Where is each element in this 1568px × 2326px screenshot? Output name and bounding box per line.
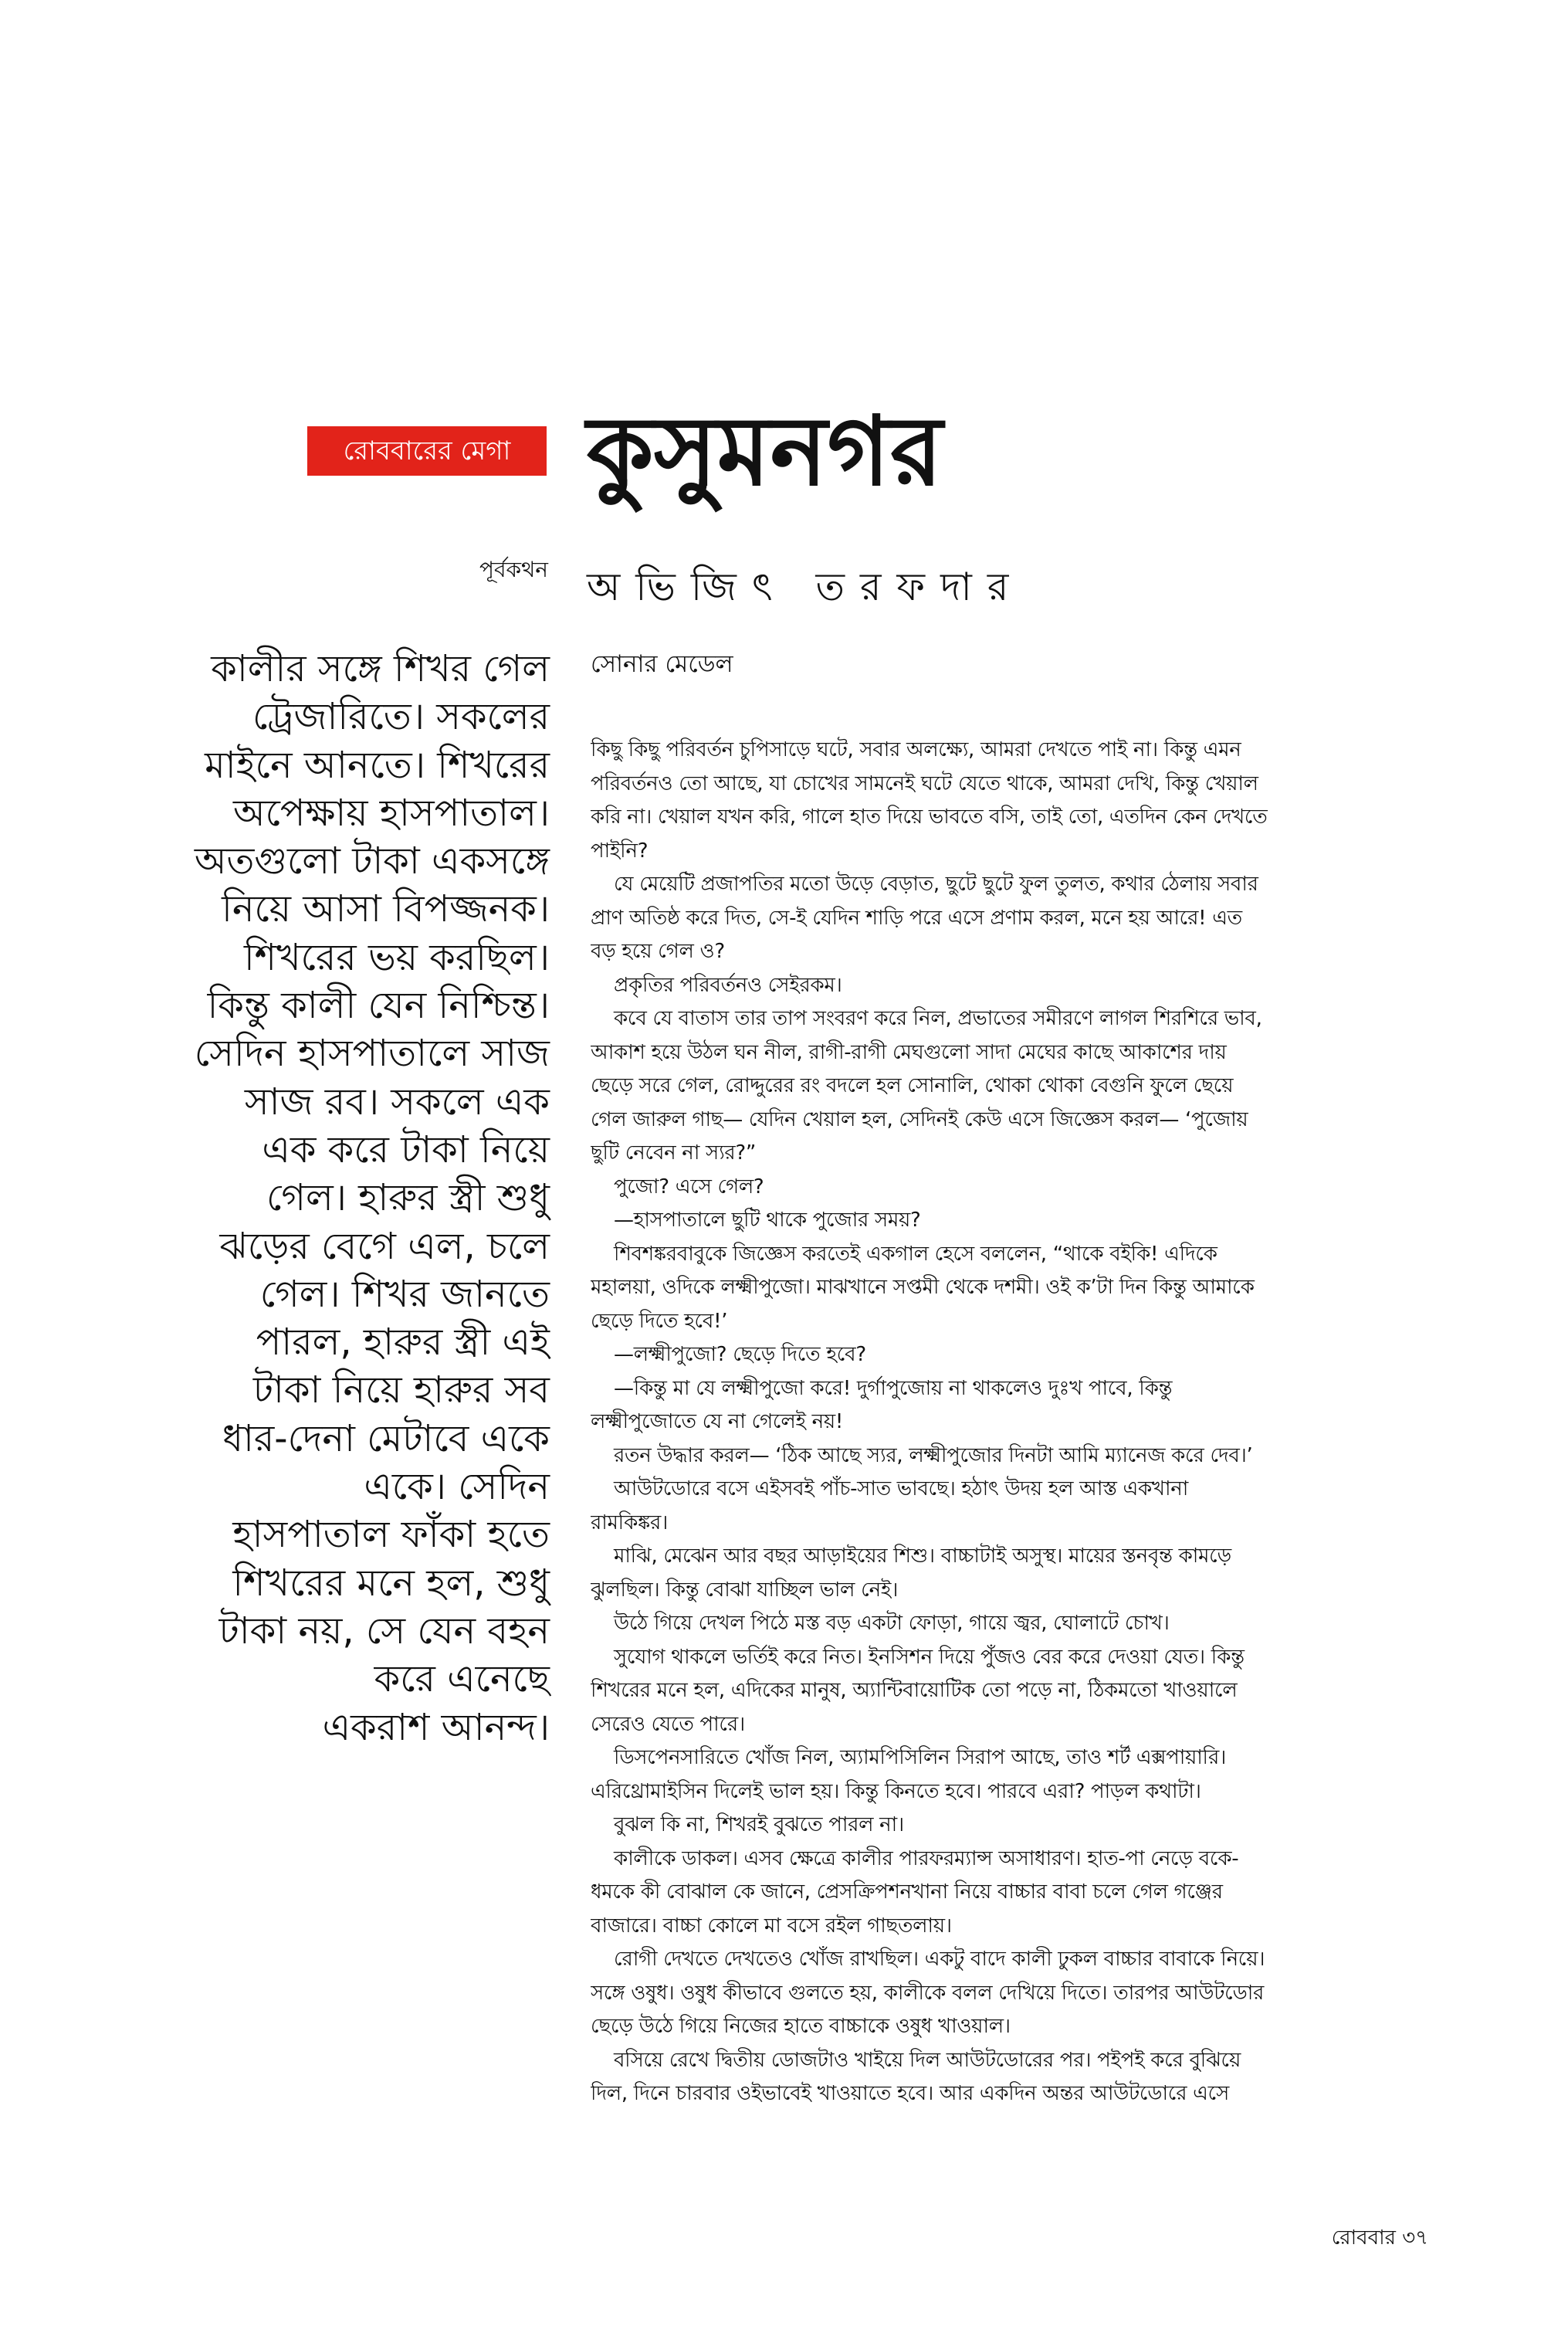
recap-line: কিন্তু কালী যেন নিশ্চিন্ত। [207, 984, 550, 1028]
story-line: সুযোগ থাকলে ভর্তিই করে নিত। ইনসিশন দিয়ে পুঁজও বের করে দেওয়া যেত। কিন্তু [614, 1645, 1245, 1669]
recap-line: পারল, হারুর স্ত্রী এই [256, 1321, 550, 1365]
recap-line: ধার-দেনা মেটাবে একে [222, 1416, 550, 1460]
story-line: দিল, দিনে চারবার ওইভাবেই খাওয়াতে হবে। আর একদিন অন্তর আউটডোরে এসে [591, 2082, 1229, 2105]
story-line: বাজারে। বাচ্চা কোলে মা বসে রইল গাছতলায়। [591, 1914, 952, 1938]
story-line: ছেড়ে উঠে গিয়ে নিজের হাতে বাচ্চাকে ওষুধ খাওয়াল। [591, 2015, 1011, 2038]
story-line: রামকিঙ্কর। [591, 1511, 668, 1534]
story-line: সঙ্গে ওষুধ। ওষুধ কীভাবে গুলতে হয়, কালীকে বলল দেখিয়ে দিতে। তারপর আউটডোর [591, 1981, 1264, 2005]
section-heading: সোনার মেডেল [591, 650, 733, 678]
story-line: করি না। খেয়াল যখন করি, গালে হাত দিয়ে ভাবতে বসি, তাই তো, এতদিন কেন দেখতে [591, 805, 1268, 829]
page-folio: রোববার ৩৭ [1331, 2226, 1428, 2250]
story-line: আউটডোরে বসে এইসবই পাঁচ-সাত ভাবছে। হঠাৎ উদয় হল আস্ত একখানা [614, 1477, 1188, 1500]
story-line: প্রাণ অতিষ্ঠ করে দিত, সে-ই যেদিন শাড়ি পরে এসে প্রণাম করল, মনে হয় আরে! এত [591, 906, 1242, 930]
story-line: ধমকে কী বোঝাল কে জানে, প্রেসক্রিপশনখানা নিয়ে বাচ্চার বাবা চলে গেল গঞ্জের [591, 1880, 1223, 1904]
story-line: ছেড়ে দিতে হবে!’ [591, 1309, 728, 1333]
recap-line: মাইনে আনতে। শিখরের [205, 743, 550, 787]
story-line: কিছু কিছু পরিবর্তন চুপিসাড়ে ঘটে, সবার অলক্ষ্যে, আমরা দেখতে পাই না। কিন্তু এমন [591, 738, 1241, 761]
author-name: অভিজিৎ তরফদার [587, 565, 1024, 609]
story-line: বুঝল কি না, শিখরই বুঝতে পারল না। [614, 1813, 904, 1836]
story-line: কালীকে ডাকল। এসব ক্ষেত্রে কালীর পারফরম্যান্স অসাধারণ। হাত-পা নেড়ে বকে- [614, 1846, 1239, 1870]
recap-line: গেল। শিখর জানতে [259, 1272, 550, 1316]
story-line: সেরেও যেতে পারে। [591, 1712, 745, 1736]
recap-line: শিখরের ভয় করছিল। [243, 935, 550, 979]
series-tag: রোববারের মেগা [307, 426, 547, 476]
story-line: যে মেয়েটি প্রজাপতির মতো উড়ে বেড়াত, ছুটে ছুটে ফুল তুলত, কথার ঠেলায় সবার [614, 873, 1258, 896]
story-line: ছেড়ে সরে গেল, রোদ্দুরের রং বদলে হল সোনালি, থোকা থোকা বেগুনি ফুলে ছেয়ে [591, 1074, 1234, 1097]
recap-line: সেদিন হাসপাতালে সাজ [194, 1032, 550, 1076]
story-title: কুসুমনগর [587, 396, 943, 507]
recap-line: ট্রেজারিতে। সকলের [252, 695, 550, 739]
story-line: রোগী দেখতে দেখতেও খোঁজ রাখছিল। একটু বাদে কালী ঢুকল বাচ্চার বাবাকে নিয়ে। [614, 1948, 1265, 1971]
story-line: আকাশ হয়ে উঠল ঘন নীল, রাগী-রাগী মেঘগুলো সাদা মেঘের কাছে আকাশের দায় [591, 1040, 1227, 1064]
recap-line: গেল। হারুর স্ত্রী শুধু [266, 1176, 550, 1220]
story-line: পুজো? এসে গেল? [614, 1175, 764, 1199]
story-line: উঠে গিয়ে দেখল পিঠে মস্ত বড় একটা ফোড়া, গায়ে জ্বর, ঘোলাটে চোখ। [614, 1612, 1170, 1635]
recap-line: একরাশ আনন্দ। [322, 1705, 550, 1749]
story-line: ছুটি নেবেন না স্যর?” [591, 1141, 757, 1165]
story-line: শিখরের মনে হল, এদিকের মানুষ, অ্যান্টিবায়োটিক তো পড়ে না, ঠিকমতো খাওয়ালে [591, 1679, 1238, 1702]
story-body [591, 734, 1424, 2111]
recap-line: এক করে টাকা নিয়ে [262, 1127, 550, 1171]
story-line: প্রকৃতির পরিবর্তনও সেইরকম। [614, 973, 842, 997]
recap-line: শিখরের মনে হল, শুধু [232, 1561, 550, 1605]
story-line: ডিসপেনসারিতে খোঁজ নিল, অ্যামপিসিলিন সিরাপ আছে, তাও শর্ট এক্সপায়ারি। [614, 1746, 1226, 1769]
recap-line: নিয়ে আসা বিপজ্জনক। [222, 887, 550, 931]
recap-label: পূর্বকথন [479, 557, 548, 582]
recap-line: অপেক্ষায় হাসপাতাল। [233, 791, 550, 835]
story-line: —লক্ষ্মীপুজো? ছেড়ে দিতে হবে? [614, 1343, 866, 1366]
recap-line: সাজ রব। সকলে এক [244, 1080, 550, 1124]
story-line: শিবশঙ্করবাবুকে জিজ্ঞেস করতেই একগাল হেসে বললেন, “থাকে বইকি! এদিকে [614, 1242, 1217, 1266]
story-line: পরিবর্তনও তো আছে, যা চোখের সামনেই ঘটে যেতে থাকে, আমরা দেখি, কিন্তু খেয়াল [591, 771, 1258, 795]
story-line: মাঝি, মেঝেন আর বছর আড়াইয়ের শিশু। বাচ্চাটাই অসুস্থ। মায়ের স্তনবৃন্ত কামড়ে [614, 1544, 1231, 1568]
recap-column [154, 645, 550, 1751]
recap-line: টাকা নয়, সে যেন বহন [218, 1609, 550, 1653]
story-line: পাইনি? [591, 839, 649, 863]
recap-line: টাকা নিয়ে হারুর সব [252, 1368, 550, 1412]
recap-line: করে এনেছে [374, 1657, 550, 1701]
recap-line: কালীর সঙ্গে শিখর গেল [211, 647, 550, 690]
story-line: —হাসপাতালে ছুটি থাকে পুজোর সময়? [614, 1209, 921, 1232]
story-line: বসিয়ে রেখে দ্বিতীয় ডোজটাও খাইয়ে দিল আউটডোরের পর। পইপই করে বুঝিয়ে [614, 2048, 1241, 2072]
recap-line: অতগুলো টাকা একসঙ্গে [194, 839, 550, 883]
recap-line: একে। সেদিন [364, 1465, 550, 1509]
story-line: —কিন্তু মা যে লক্ষ্মীপুজো করে! দুর্গাপুজোয় না থাকলেও দুঃখ পাবে, কিন্তু [614, 1376, 1173, 1400]
story-line: ঝুলছিল। কিন্তু বোঝা যাচ্ছিল ভাল নেই। [591, 1578, 899, 1602]
recap-line: হাসপাতাল ফাঁকা হতে [232, 1513, 550, 1557]
story-line: বড় হয়ে গেল ও? [591, 940, 725, 963]
story-line: কবে যে বাতাস তার তাপ সংবরণ করে নিল, প্রভাতের সমীরণে লাগল শিরশিরে ভাব, [614, 1007, 1262, 1030]
story-line: গেল জারুল গাছ— যেদিন খেয়াল হল, সেদিনই কেউ এসে জিজ্ঞেস করল— ‘পুজোয় [591, 1107, 1248, 1131]
story-line: এরিথ্রোমাইসিন দিলেই ভাল হয়। কিন্তু কিনতে হবে। পারবে এরা? পাড়ল কথাটা। [591, 1779, 1201, 1803]
story-line: লক্ষ্মীপুজোতে যে না গেলেই নয়! [591, 1410, 843, 1433]
recap-line: ঝড়ের বেগে এল, চলে [219, 1224, 550, 1268]
story-line: মহালয়া, ওদিকে লক্ষ্মীপুজো। মাঝখানে সপ্তমী থেকে দশমী। ওই ক’টা দিন কিন্তু আমাকে [591, 1276, 1255, 1299]
story-line: রতন উদ্ধার করল— ‘ঠিক আছে স্যর, লক্ষ্মীপুজোর দিনটা আমি ম্যানেজ করে দেব।’ [614, 1443, 1253, 1467]
